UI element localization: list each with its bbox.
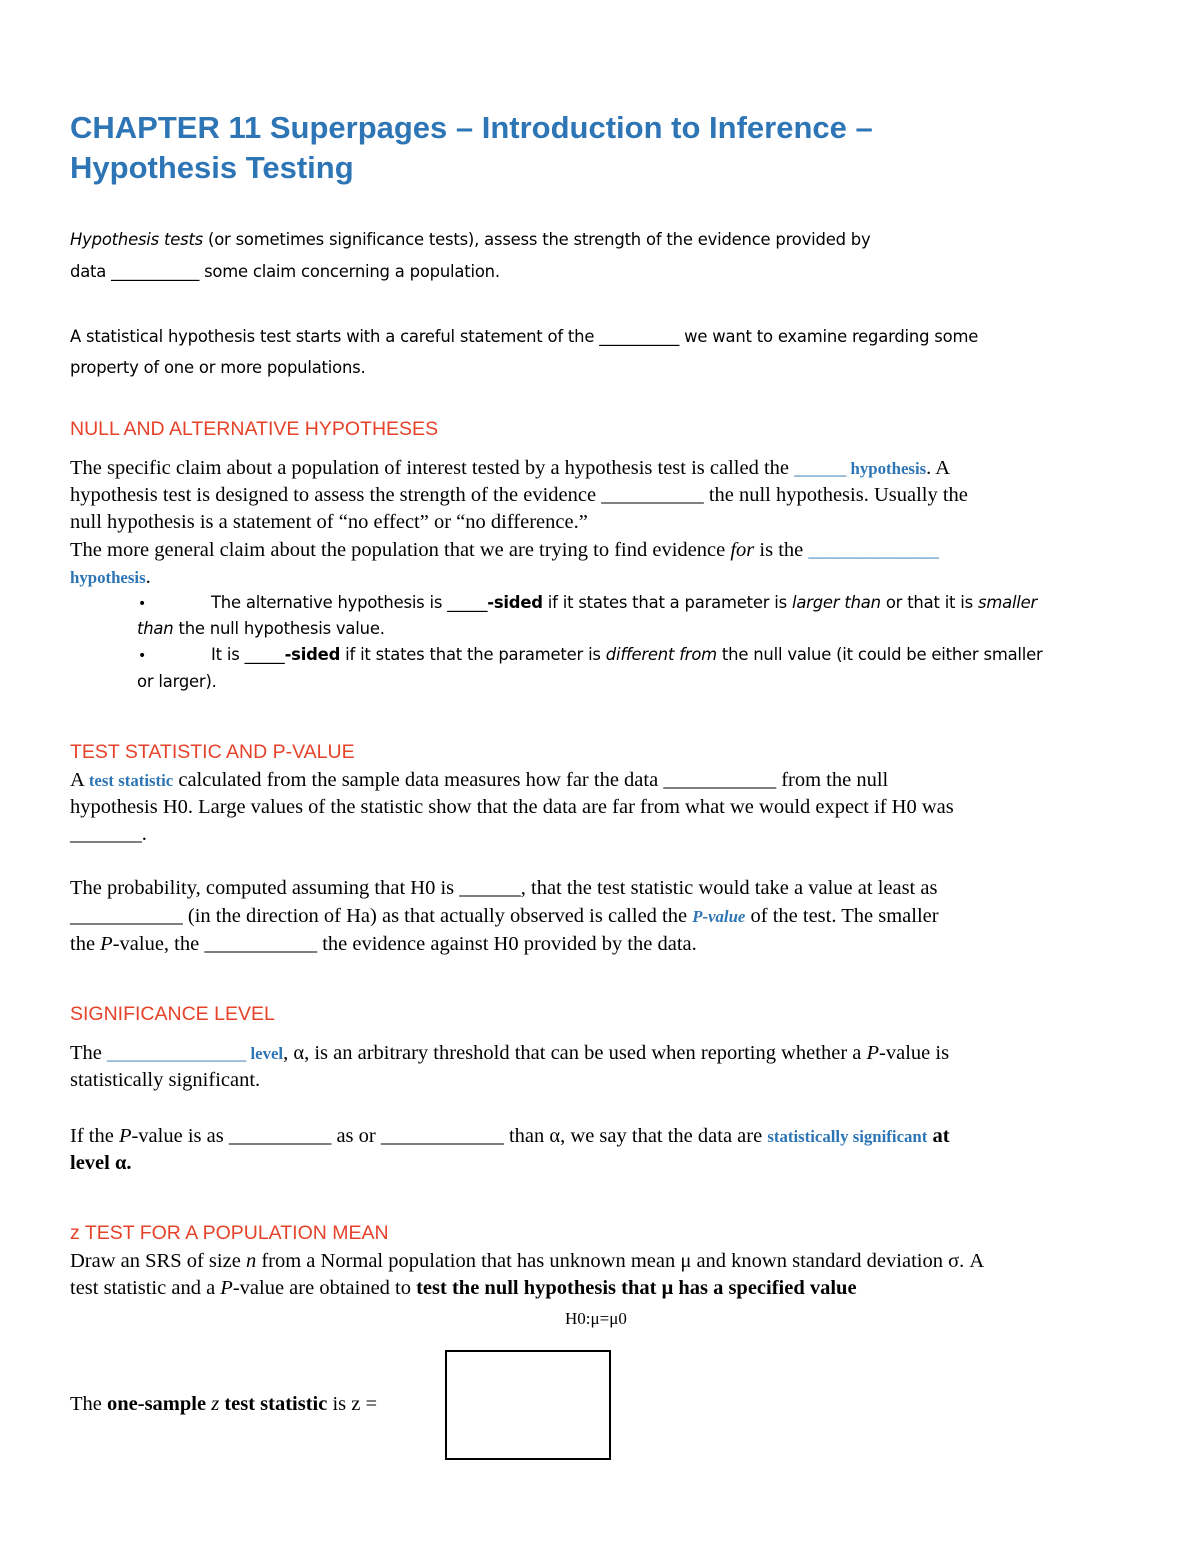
bullet-1-line-1: The alternative hypothesis is _____-sided if it states that a parameter is larger than or that it is smaller [211, 593, 1038, 612]
page-title-line-1: CHAPTER 11 Superpages – Introduction to Inference – [70, 110, 873, 145]
test-stat-line-6: the P-value, the ___________ the evidence against H0 provided by the data. [70, 933, 697, 955]
null-alt-line-5: hypothesis. [70, 566, 151, 588]
heading-significance-level: SIGNIFICANCE LEVEL [70, 1003, 275, 1025]
heading-z-test: z TEST FOR A POPULATION MEAN [70, 1222, 389, 1244]
heading-test-statistic: TEST STATISTIC AND P-VALUE [70, 741, 355, 763]
z-test-line-1: Draw an SRS of size n from a Normal population that has unknown mean μ and known standard deviation σ. A [70, 1250, 985, 1272]
null-alt-line-3: null hypothesis is a statement of “no effect” or “no difference.” [70, 511, 588, 533]
significance-line-4: level α. [70, 1152, 132, 1174]
p-value-term: P-value [692, 907, 746, 926]
test-stat-line-5: ___________ (in the direction of Ha) as that actually observed is called the P-value of the test. The smaller [70, 905, 939, 927]
test-stat-line-3: _______. [70, 823, 147, 845]
bullet-2-line-1: It is _____-sided if it states that the parameter is different from the null value (it could be either smaller [211, 645, 1043, 664]
null-alt-line-1: The specific claim about a population of interest tested by a hypothesis test is called the ______ hypothesis. A [70, 457, 951, 479]
intro-paragraph-2-line-1: A statistical hypothesis test starts with a careful statement of the __________ we want to examine regarding some [70, 327, 979, 346]
bullet-icon: • [138, 596, 147, 612]
test-statistic-term: test statistic [88, 771, 174, 790]
significance-level-term: level [246, 1044, 284, 1063]
test-stat-line-4: The probability, computed assuming that H0 is ______, that the test statistic would take a value at least as [70, 877, 938, 899]
test-stat-line-1: A test statistic calculated from the sample data measures how far the data ___________ from the null [70, 769, 889, 791]
statistically-significant-term: statistically significant [767, 1127, 928, 1146]
heading-null-alternative: NULL AND ALTERNATIVE HYPOTHESES [70, 418, 439, 440]
null-hypothesis-term: hypothesis [846, 459, 927, 478]
bullet-2-line-2: or larger). [137, 672, 217, 691]
intro-paragraph-1-line-2: data ___________ some claim concerning a population. [70, 262, 500, 281]
formula-answer-box [445, 1350, 611, 1460]
bullet-icon: • [138, 648, 147, 664]
one-sample-z-statistic-label: The one-sample z test statistic is z = [70, 1393, 378, 1415]
z-test-line-2: test statistic and a P-value are obtained to test the null hypothesis that μ has a specified value [70, 1277, 857, 1299]
null-alt-line-2: hypothesis test is designed to assess the strength of the evidence __________ the null hypothesis. Usually the [70, 484, 968, 506]
significance-line-3: If the P-value is as __________ as or ____________ than α, we say that the data are statistically significant at [70, 1125, 950, 1147]
page-title-line-2: Hypothesis Testing [70, 150, 354, 185]
bullet-1-line-2: than the null hypothesis value. [137, 619, 385, 638]
intro-paragraph-1-line-1: Hypothesis tests (or sometimes significance tests), assess the strength of the evidence provided by [70, 230, 871, 249]
significance-line-2: statistically significant. [70, 1069, 261, 1091]
null-hypothesis-formula: H0:μ=μ0 [565, 1309, 627, 1328]
alternative-hypothesis-term: hypothesis [70, 568, 146, 587]
test-stat-line-2: hypothesis H0. Large values of the statistic show that the data are far from what we would expect if H0 was [70, 796, 954, 818]
null-alt-line-4: The more general claim about the population that we are trying to find evidence for is the _______________ [70, 539, 939, 561]
intro-paragraph-2-line-2: property of one or more populations. [70, 358, 366, 377]
hypothesis-tests-term: Hypothesis tests [70, 230, 204, 249]
significance-line-1: The ________________ level, α, is an arbitrary threshold that can be used when reporting whether a P-value is [70, 1042, 950, 1064]
